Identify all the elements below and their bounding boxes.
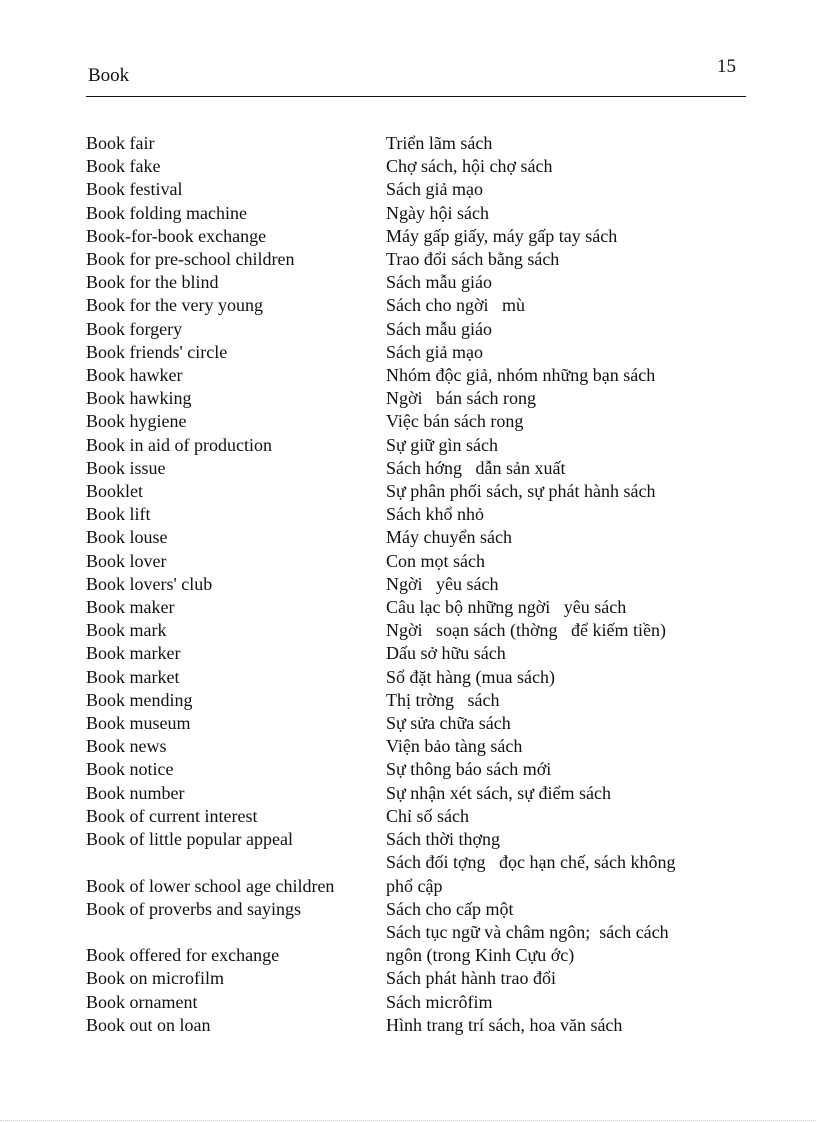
- entry-term: Book fake: [86, 156, 161, 177]
- entry-definition: [386, 921, 756, 967]
- glossary-entry: [86, 178, 756, 201]
- definition-line: Nhóm độc giả, nhóm những bạn sách: [386, 365, 656, 386]
- glossary-entry: [86, 898, 756, 921]
- definition-line: Sách khổ nhỏ: [386, 504, 484, 525]
- definition-line: Trao đổi sách bằng sách: [386, 249, 560, 270]
- entry-term: Book ornament: [86, 991, 198, 1012]
- glossary-entry: [86, 457, 756, 480]
- entry-term: Book of proverbs and sayings: [86, 898, 301, 919]
- definition-line: Dấu sở hữu sách: [386, 643, 506, 664]
- glossary-entry: [86, 318, 756, 341]
- glossary-entry: [86, 921, 756, 967]
- entry-definition: [386, 828, 756, 851]
- entry-definition: [386, 689, 756, 712]
- definition-line: Sách đối tợng đọc hạn chế, sách không: [386, 852, 676, 873]
- glossary-entry: [86, 526, 756, 549]
- definition-line: Sách giả mạo: [386, 341, 483, 362]
- definition-line: Sách cho ngời mù: [386, 295, 525, 316]
- glossary-entry: [86, 619, 756, 642]
- entry-term: Book mark: [86, 620, 167, 641]
- entry-term: Book hygiene: [86, 411, 187, 432]
- definition-line: Sách tục ngữ và châm ngôn; sách cách: [386, 921, 669, 942]
- header-title: Book: [88, 65, 130, 86]
- glossary-entry: [86, 202, 756, 225]
- entry-definition: [386, 387, 756, 410]
- glossary-entry: [86, 991, 756, 1014]
- entry-definition: [386, 132, 756, 155]
- definition-line: Thị trờng sách: [386, 689, 500, 710]
- glossary-entry: [86, 782, 756, 805]
- entry-term: Book lovers' club: [86, 573, 213, 594]
- definition-line: Ngày hội sách: [386, 202, 489, 223]
- definition-line: Việc bán sách rong: [386, 411, 524, 432]
- glossary-entry: [86, 967, 756, 990]
- glossary-entry: [86, 689, 756, 712]
- entry-term: Book lift: [86, 504, 151, 525]
- entry-definition: [386, 410, 756, 433]
- definition-line: Ngời yêu sách: [386, 573, 499, 594]
- entry-term: Book of little popular appeal: [86, 829, 293, 850]
- entry-definition: [386, 248, 756, 271]
- entry-definition: [386, 712, 756, 735]
- entry-definition: [386, 225, 756, 248]
- entry-term: Book lover: [86, 550, 167, 571]
- entry-term: Book hawking: [86, 388, 192, 409]
- entry-definition: [386, 642, 756, 665]
- glossary-entry: [86, 410, 756, 433]
- entry-definition: [386, 480, 756, 503]
- entry-term: Book museum: [86, 713, 191, 734]
- entry-term: Book folding machine: [86, 202, 247, 223]
- entry-definition: [386, 341, 756, 364]
- glossary-entry: [86, 1014, 756, 1037]
- glossary-entry: [86, 294, 756, 317]
- entry-term: Book mending: [86, 689, 193, 710]
- entry-term: Book of current interest: [86, 805, 258, 826]
- entry-definition: [386, 318, 756, 341]
- entry-term: Book for the very young: [86, 295, 263, 316]
- entry-term: Book notice: [86, 759, 174, 780]
- definition-line: Sổ đặt hàng (mua sách): [386, 666, 555, 687]
- entry-term: Book of lower school age children: [86, 875, 335, 896]
- page-number: 15: [717, 56, 736, 77]
- glossary-entry: [86, 666, 756, 689]
- glossary-entry: [86, 805, 756, 828]
- definition-line: Sách mẫu giáo: [386, 318, 492, 339]
- entry-definition: [386, 434, 756, 457]
- definition-line: Chợ sách, hội chợ sách: [386, 156, 553, 177]
- definition-line: Triển lãm sách: [386, 133, 493, 153]
- entry-definition: [386, 619, 756, 642]
- entry-definition: [386, 758, 756, 781]
- entry-term: Book market: [86, 666, 180, 687]
- entry-definition: [386, 294, 756, 317]
- definition-line: Máy chuyển sách: [386, 527, 512, 548]
- definition-line: Viện bảo tàng sách: [386, 736, 523, 757]
- glossary-entry: [86, 341, 756, 364]
- definition-line: Sự giữ gìn sách: [386, 434, 499, 455]
- definition-line: ngôn (trong Kinh Cựu ớc): [386, 945, 575, 966]
- definition-line: Sách cho cấp một: [386, 898, 514, 919]
- definition-line: Sách phát hành trao đổi: [386, 968, 556, 989]
- entry-term: Book news: [86, 736, 167, 757]
- definition-line: Sự sửa chữa sách: [386, 713, 511, 734]
- entry-definition: [386, 851, 756, 897]
- entry-definition: [386, 967, 756, 990]
- entry-definition: [386, 991, 756, 1014]
- definition-line: Sách hớng dẫn sản xuất: [386, 457, 566, 478]
- glossary-entry: [86, 225, 756, 248]
- entry-definition: [386, 596, 756, 619]
- page-header: [86, 52, 746, 97]
- glossary-entry: [86, 758, 756, 781]
- entry-definition: [386, 202, 756, 225]
- definition-line: Sách giả mạo: [386, 179, 483, 200]
- glossary-entry: [86, 155, 756, 178]
- glossary-entry: [86, 550, 756, 573]
- entry-definition: [386, 526, 756, 549]
- glossary-entry: [86, 248, 756, 271]
- entry-term: Book forgery: [86, 318, 183, 339]
- definition-line: Câu lạc bộ những ngời yêu sách: [386, 597, 627, 618]
- definition-line: Máy gấp giấy, máy gấp tay sách: [386, 225, 618, 246]
- definition-line: Chỉ số sách: [386, 805, 469, 826]
- glossary-entry: [86, 573, 756, 596]
- glossary-entry: [86, 387, 756, 410]
- glossary-entry: [86, 480, 756, 503]
- definition-line: Sách mẫu giáo: [386, 272, 492, 293]
- definition-line: Hình trang trí sách, hoa văn sách: [386, 1014, 623, 1035]
- entry-definition: [386, 898, 756, 921]
- entry-term: Book fair: [86, 133, 155, 153]
- definition-line: Sách thời thợng: [386, 829, 501, 850]
- entry-term: Book on microfilm: [86, 968, 224, 989]
- glossary-list: [86, 132, 756, 1037]
- glossary-entry: [86, 434, 756, 457]
- entry-term: Book louse: [86, 527, 168, 548]
- entry-term: Book hawker: [86, 365, 183, 386]
- definition-line: Sự phân phối sách, sự phát hành sách: [386, 481, 656, 502]
- definition-line: Con mọt sách: [386, 550, 485, 571]
- definition-line: Sự thông báo sách mới: [386, 759, 552, 780]
- definition-line: Ngời bán sách rong: [386, 388, 536, 409]
- glossary-entry: [86, 271, 756, 294]
- glossary-entry: [86, 596, 756, 619]
- entry-definition: [386, 155, 756, 178]
- definition-line: Ngời soạn sách (thờng để kiếm tiền): [386, 620, 666, 641]
- glossary-entry: [86, 735, 756, 758]
- entry-term: Book out on loan: [86, 1014, 211, 1035]
- bottom-rule: [0, 1120, 816, 1121]
- glossary-entry: [86, 642, 756, 665]
- glossary-entry: [86, 828, 756, 851]
- entry-term: Book issue: [86, 457, 166, 478]
- entry-term: Book number: [86, 782, 185, 803]
- entry-term: Book marker: [86, 643, 181, 664]
- entry-term: Booklet: [86, 481, 143, 502]
- entry-term: Book offered for exchange: [86, 945, 280, 966]
- entry-term: Book-for-book exchange: [86, 225, 267, 246]
- entry-definition: [386, 573, 756, 596]
- entry-definition: [386, 178, 756, 201]
- entry-definition: [386, 550, 756, 573]
- entry-definition: [386, 782, 756, 805]
- entry-term: Book festival: [86, 179, 183, 200]
- entry-definition: [386, 666, 756, 689]
- entry-term: Book friends' circle: [86, 341, 228, 362]
- definition-line: phổ cập: [386, 875, 443, 896]
- glossary-entry: [86, 851, 756, 897]
- glossary-entry: [86, 132, 756, 155]
- entry-definition: [386, 364, 756, 387]
- entry-term: Book for pre-school children: [86, 249, 295, 270]
- entry-term: Book for the blind: [86, 272, 219, 293]
- glossary-entry: [86, 364, 756, 387]
- glossary-entry: [86, 712, 756, 735]
- entry-definition: [386, 503, 756, 526]
- entry-definition: [386, 1014, 756, 1037]
- definition-line: Sách micrôfim: [386, 991, 493, 1012]
- entry-term: Book in aid of production: [86, 434, 272, 455]
- entry-definition: [386, 457, 756, 480]
- entry-definition: [386, 805, 756, 828]
- entry-term: Book maker: [86, 597, 175, 618]
- entry-definition: [386, 735, 756, 758]
- entry-definition: [386, 271, 756, 294]
- definition-line: Sự nhận xét sách, sự điểm sách: [386, 782, 611, 803]
- glossary-entry: [86, 503, 756, 526]
